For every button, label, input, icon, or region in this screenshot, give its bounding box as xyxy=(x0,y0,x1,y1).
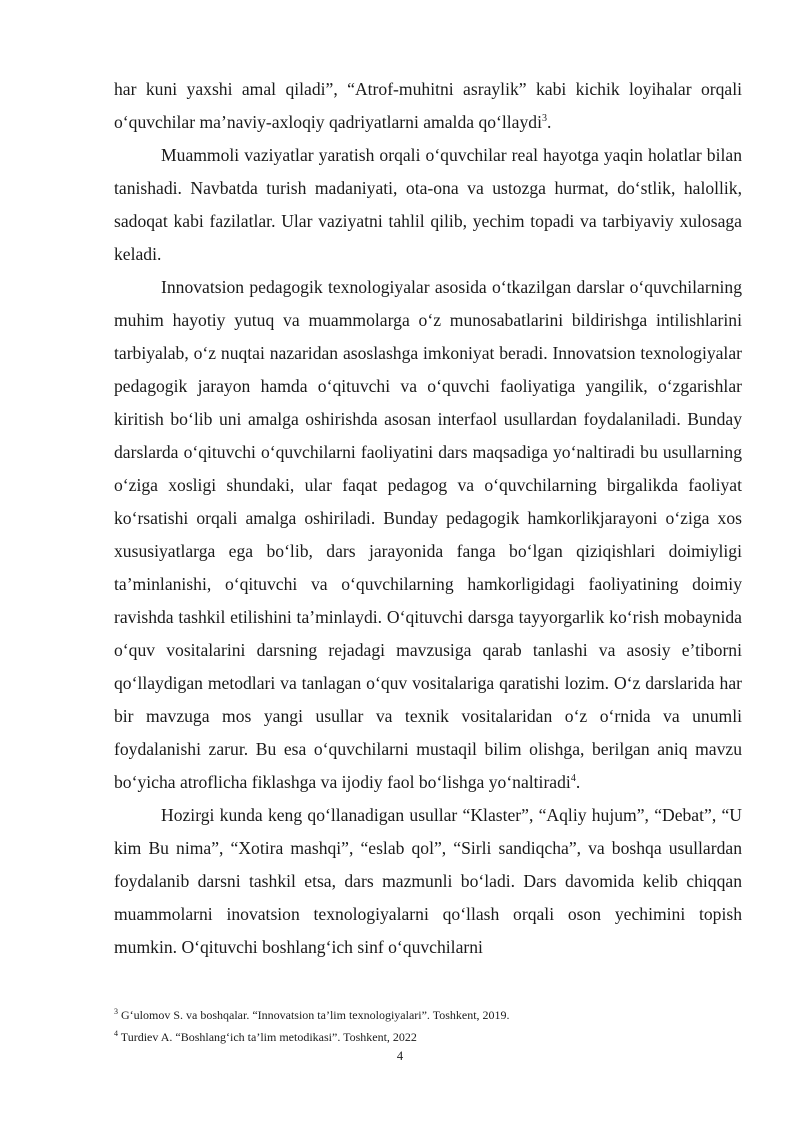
footnote-marker: 3 xyxy=(114,1007,118,1016)
footnote-text: G‘ulomov S. va boshqalar. “Innovatsion ta’lim texnologiyalari”. Toshkent, 2019. xyxy=(121,1008,510,1022)
footnote-text: Turdiev A. “Boshlang‘ich ta’lim metodikasi”. Toshkent, 2022 xyxy=(120,1030,417,1044)
page-number: 4 xyxy=(396,1049,404,1063)
footnote-marker: 4 xyxy=(114,1029,118,1038)
footnote-ref-4: 4 xyxy=(570,773,576,785)
paragraph-text: Muammoli vaziyatlar yaratish orqali o‘quvchilar real hayotga yaqin holatlar bilan tanishadi. Navbatda turish madaniyati, ota-ona va ustozga hurmat, do‘stlik, halollik, sadoqat kabi fazilatlar. Ular vaziyatni tahlil qilib, yechim topadi va tarbiyaviy xulosaga keladi. xyxy=(114,145,742,264)
paragraph-text: har kuni yaxshi amal qiladi”, “Atrof-muhitni asraylik” kabi kichik loyihalar orqali o‘quvchilar ma’naviy-axloqiy qadriyatlarni amalda qo‘llaydi xyxy=(114,79,742,132)
paragraph-text: Innovatsion pedagogik texnologiyalar asosida o‘tkazilgan darslar o‘quvchilarning muhim hayotiy yutuq va muammolarga o‘z munosabatlarini bildirishga intilishlarini tarbiyalab, o‘z nuqtai nazaridan asoslashga imkoniyat beradi. Innovatsion texnologiyalar pedagogik jarayon hamda o‘qituvchi va o‘quvchi faoliyatiga yangilik, o‘zgarishlar kiritish bo‘lib uni amalga oshirishda asosan interfaol usullardan foydalaniladi. Bunday darslarda o‘qituvchi o‘quvchilarni faoliyatini dars maqsadiga yo‘naltiradi bu usullarning o‘ziga xosligi shundaki, ular faqat pedagog va o‘quvchilarning birgalikda faoliyat ko‘rsatishi orqali amalga oshiriladi. Bunday pedagogik hamkorlikjarayoni o‘ziga xos xususiyatlarga ega bo‘lib, dars jarayonida fanga bo‘lgan qiziqishlari doimiyligi ta’minlanishi, o‘qituvchi va o‘quvchilarning hamkorligidagi faoliyatining doimiy ravishda tashkil etilishini ta’minlaydi. O‘qituvchi darsga tayyorgarlik ko‘rish mobaynida o‘quv vositalarini darsning rejadagi mavzusiga qarab tanlashi va asosiy e’tiborni qo‘llaydigan metodlari va tanlagan o‘quv vositalariga qaratishi lozim. O‘z darslarida har bir mavzuga mos yangi usullar va texnik vositalaridan o‘z o‘rnida va unumli foydalanishi zarur. Bu esa o‘quvchilarni mustaqil bilim olishga, berilgan aniq mavzu bo‘yicha atroflicha fiklashga va ijodiy faol bo‘lishga yo‘naltiradi xyxy=(114,277,742,792)
footnote-ref-3: 3 xyxy=(541,113,547,125)
footnote-3 xyxy=(114,1004,742,1026)
paragraph-4 xyxy=(114,799,742,964)
body-text xyxy=(114,73,742,964)
paragraph-3 xyxy=(114,271,742,799)
footnotes xyxy=(114,1004,742,1048)
paragraph-tail: . xyxy=(575,772,581,792)
paragraph-2 xyxy=(114,139,742,271)
paragraph-text: Hozirgi kunda keng qo‘llanadigan usullar “Klaster”, “Aqliy hujum”, “Debat”, “U kim Bu nima”, “Xotira mashqi”, “eslab qol”, “Sirli sandiqcha”, va boshqa usullardan foydalanib darsni tashkil etsa, dars mazmunli bo‘ladi. Dars davomida kelib chiqqan muammolarni inovatsion texnologiyalarni qo‘llash orqali oson yechimini topish mumkin. O‘qituvchi boshlang‘ich sinf o‘quvchilarni xyxy=(114,805,742,957)
footnote-4 xyxy=(114,1026,742,1048)
paragraph-1 xyxy=(114,73,742,139)
paragraph-tail: . xyxy=(546,112,552,132)
